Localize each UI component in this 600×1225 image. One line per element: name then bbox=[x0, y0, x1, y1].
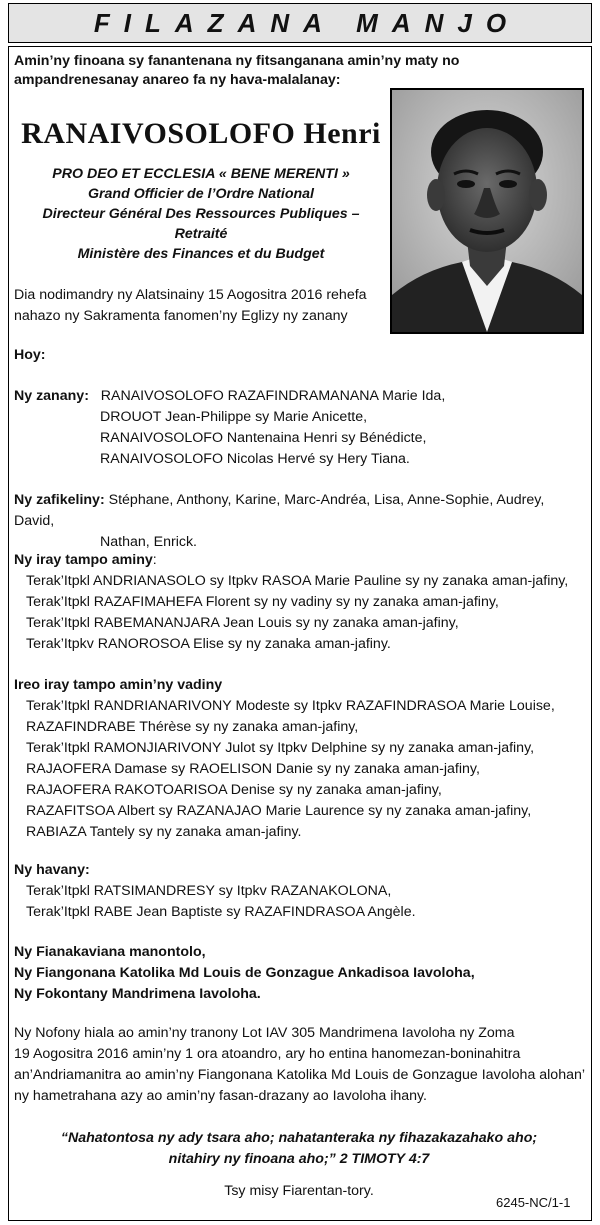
spouse-siblings-line: RAJAOFERA Damase sy RAOELISON Danie sy ny zanaka aman-jafiny, bbox=[26, 761, 480, 777]
portrait-image bbox=[392, 90, 582, 332]
children-line: RANAIVOSOLOFO RAZAFINDRAMANANA Marie Ida, bbox=[100, 388, 446, 404]
deceased-titles bbox=[16, 164, 386, 264]
spouse-siblings-line: RABIAZA Tantely sy ny zanaka aman-jafiny. bbox=[26, 824, 302, 840]
bible-quote bbox=[14, 1128, 584, 1170]
children-line: RANAIVOSOLOFO Nantenaina Henri sy Bénédicte, bbox=[100, 430, 427, 446]
spouse-siblings-line: RAZAFINDRABE Thérèse sy ny zanaka aman-jafiny, bbox=[26, 719, 359, 735]
children-label: Ny zanany bbox=[14, 388, 85, 404]
grandchildren-section: Ny zafikeliny: Stéphane, Anthony, Karine, Marc-Andréa, Lisa, Anne-Sophie, Audrey, David, Nathan, Enrick. bbox=[14, 490, 586, 553]
relatives-line: Terak’Itpkl RATSIMANDRESY sy Itpkv RAZANAKOLONA, bbox=[26, 883, 392, 899]
quote-line: nitahiry ny finoana aho;” 2 TIMOTY 4:7 bbox=[168, 1151, 430, 1167]
grandchildren-line: Stéphane, Anthony, Karine, Marc-Andréa, Lisa, Anne-Sophie, Audrey, David, bbox=[14, 492, 545, 529]
communities-section bbox=[14, 942, 586, 1005]
funeral-line: an’Andriamanitra ao amin’ny Fiangonana Katolika Md Louis de Gonzague Iavoloha alohan’ bbox=[14, 1067, 586, 1083]
funeral-line: ny hametrahana azy ao amin’ny fasan-drazany ao Iavoloha ihany. bbox=[14, 1088, 428, 1104]
title-line: Grand Officier de l’Ordre National bbox=[87, 186, 314, 202]
spouse-siblings-line: Terak’Itpkl RANDRIANARIVONY Modeste sy Itpkv RAZAFINDRASOA Marie Louise, bbox=[26, 698, 555, 714]
notice-header bbox=[8, 3, 592, 43]
children-section: Ny zanany: RANAIVOSOLOFO RAZAFINDRAMANANA Marie Ida, DROUOT Jean-Philippe sy Marie Anicette, RANAIVOSOLOFO Nantenaina Henri sy Bénédicte, RANAIVOSOLOFO Nicolas Hervé sy Hery Tiana. bbox=[14, 386, 584, 470]
death-notice bbox=[14, 285, 394, 327]
funeral-details bbox=[14, 1023, 586, 1107]
children-line: DROUOT Jean-Philippe sy Marie Anicette, bbox=[100, 409, 368, 425]
relatives-label: Ny havany: bbox=[14, 862, 90, 878]
death-notice-line: nahazo ny Sakramenta fanomen’ny Eglizy ny zanany bbox=[14, 308, 348, 324]
title-line: PRO DEO ET ECCLESIA « BENE MERENTI » bbox=[52, 166, 350, 182]
siblings-line: Terak’Itpkl RAZAFIMAHEFA Florent sy ny vadiny sy ny zanaka aman-jafiny, bbox=[26, 594, 499, 610]
hoy-label: Hoy: bbox=[14, 347, 46, 363]
deceased-name: RANAIVOSOLOFO Henri bbox=[21, 117, 381, 150]
death-notice-line: Dia nodimandry ny Alatsinainy 15 Aogositra 2016 rehefa bbox=[14, 287, 367, 303]
funeral-line: 19 Aogositra 2016 amin’ny 1 ora atoandro, ary ho entina hanomezan-boninahitra bbox=[14, 1046, 521, 1062]
spouse-siblings-line: Terak’Itpkl RAMONJIARIVONY Julot sy Itpkv Delphine sy ny zanaka aman-jafiny, bbox=[26, 740, 535, 756]
spouse-siblings-line: RAJAOFERA RAKOTOARISOA Denise sy ny zanaka aman-jafiny, bbox=[26, 782, 442, 798]
reference-code: 6245-NC/1-1 bbox=[496, 1195, 571, 1210]
siblings-line: Terak’Itpkl RABEMANANJARA Jean Louis sy ny zanaka aman-jafiny, bbox=[26, 615, 459, 631]
relatives-section bbox=[14, 860, 586, 923]
siblings-line: Terak’Itpkv RANOROSOA Elise sy ny zanaka aman-jafiny. bbox=[26, 636, 391, 652]
siblings-section: Ny iray tampo aminy: Terak’Itpkl ANDRIANASOLO sy Itpkv RASOA Marie Pauline sy ny zanaka aman-jafiny, Terak’Itpkl RAZAFIMAHEFA Florent sy ny vadiny sy ny zanaka aman-jafiny, Terak’Itpkl RABEMANANJARA Jean Louis sy ny zanaka aman-jafiny, Terak’Itpkv RANOROSOA Elise sy ny zanaka aman-jafiny. bbox=[14, 550, 586, 655]
grandchildren-label: Ny zafikeliny bbox=[14, 492, 100, 508]
community-line: Ny Fiangonana Katolika Md Louis de Gonzague Ankadisoa Iavoloha, bbox=[14, 965, 475, 981]
spouse-siblings-label: Ireo iray tampo amin’ny vadiny bbox=[14, 677, 223, 693]
grandchildren-line: Nathan, Enrick. bbox=[100, 534, 197, 550]
intro-text: Amin’ny finoana sy fanantenana ny fitsanganana amin’ny maty no ampandrenesanay anareo fa ny hava-malalanay: bbox=[14, 53, 460, 88]
title-line: Directeur Général Des Ressources Publiques – bbox=[42, 206, 360, 222]
spouse-siblings-line: RAZAFITSOA Albert sy RAZANAJAO Marie Laurence sy ny zanaka aman-jafiny, bbox=[26, 803, 532, 819]
relatives-line: Terak’Itpkl RABE Jean Baptiste sy RAZAFINDRASOA Angèle. bbox=[26, 904, 416, 920]
title-line: Retraité bbox=[174, 226, 228, 242]
children-line: RANAIVOSOLOFO Nicolas Hervé sy Hery Tiana. bbox=[100, 451, 410, 467]
community-line: Ny Fokontany Mandrimena Iavoloha. bbox=[14, 986, 261, 1002]
quote-line: “Nahatontosa ny ady tsara aho; nahatanteraka ny fihazakazahako aho; bbox=[60, 1130, 538, 1146]
notice-title: FILAZANA MANJO bbox=[93, 7, 521, 38]
title-line: Ministère des Finances et du Budget bbox=[77, 246, 325, 262]
community-line: Ny Fianakaviana manontolo, bbox=[14, 944, 206, 960]
siblings-label: Ny iray tampo aminy bbox=[14, 552, 153, 568]
portrait-photo bbox=[390, 88, 584, 334]
spouse-siblings-section bbox=[14, 675, 586, 843]
siblings-line: Terak’Itpkl ANDRIANASOLO sy Itpkv RASOA Marie Pauline sy ny zanaka aman-jafiny, bbox=[26, 573, 569, 589]
closing-note: Tsy misy Fiarentan-tory. bbox=[224, 1183, 374, 1199]
funeral-line: Ny Nofony hiala ao amin’ny tranony Lot IAV 305 Mandrimena Iavoloha ny Zoma bbox=[14, 1025, 515, 1041]
